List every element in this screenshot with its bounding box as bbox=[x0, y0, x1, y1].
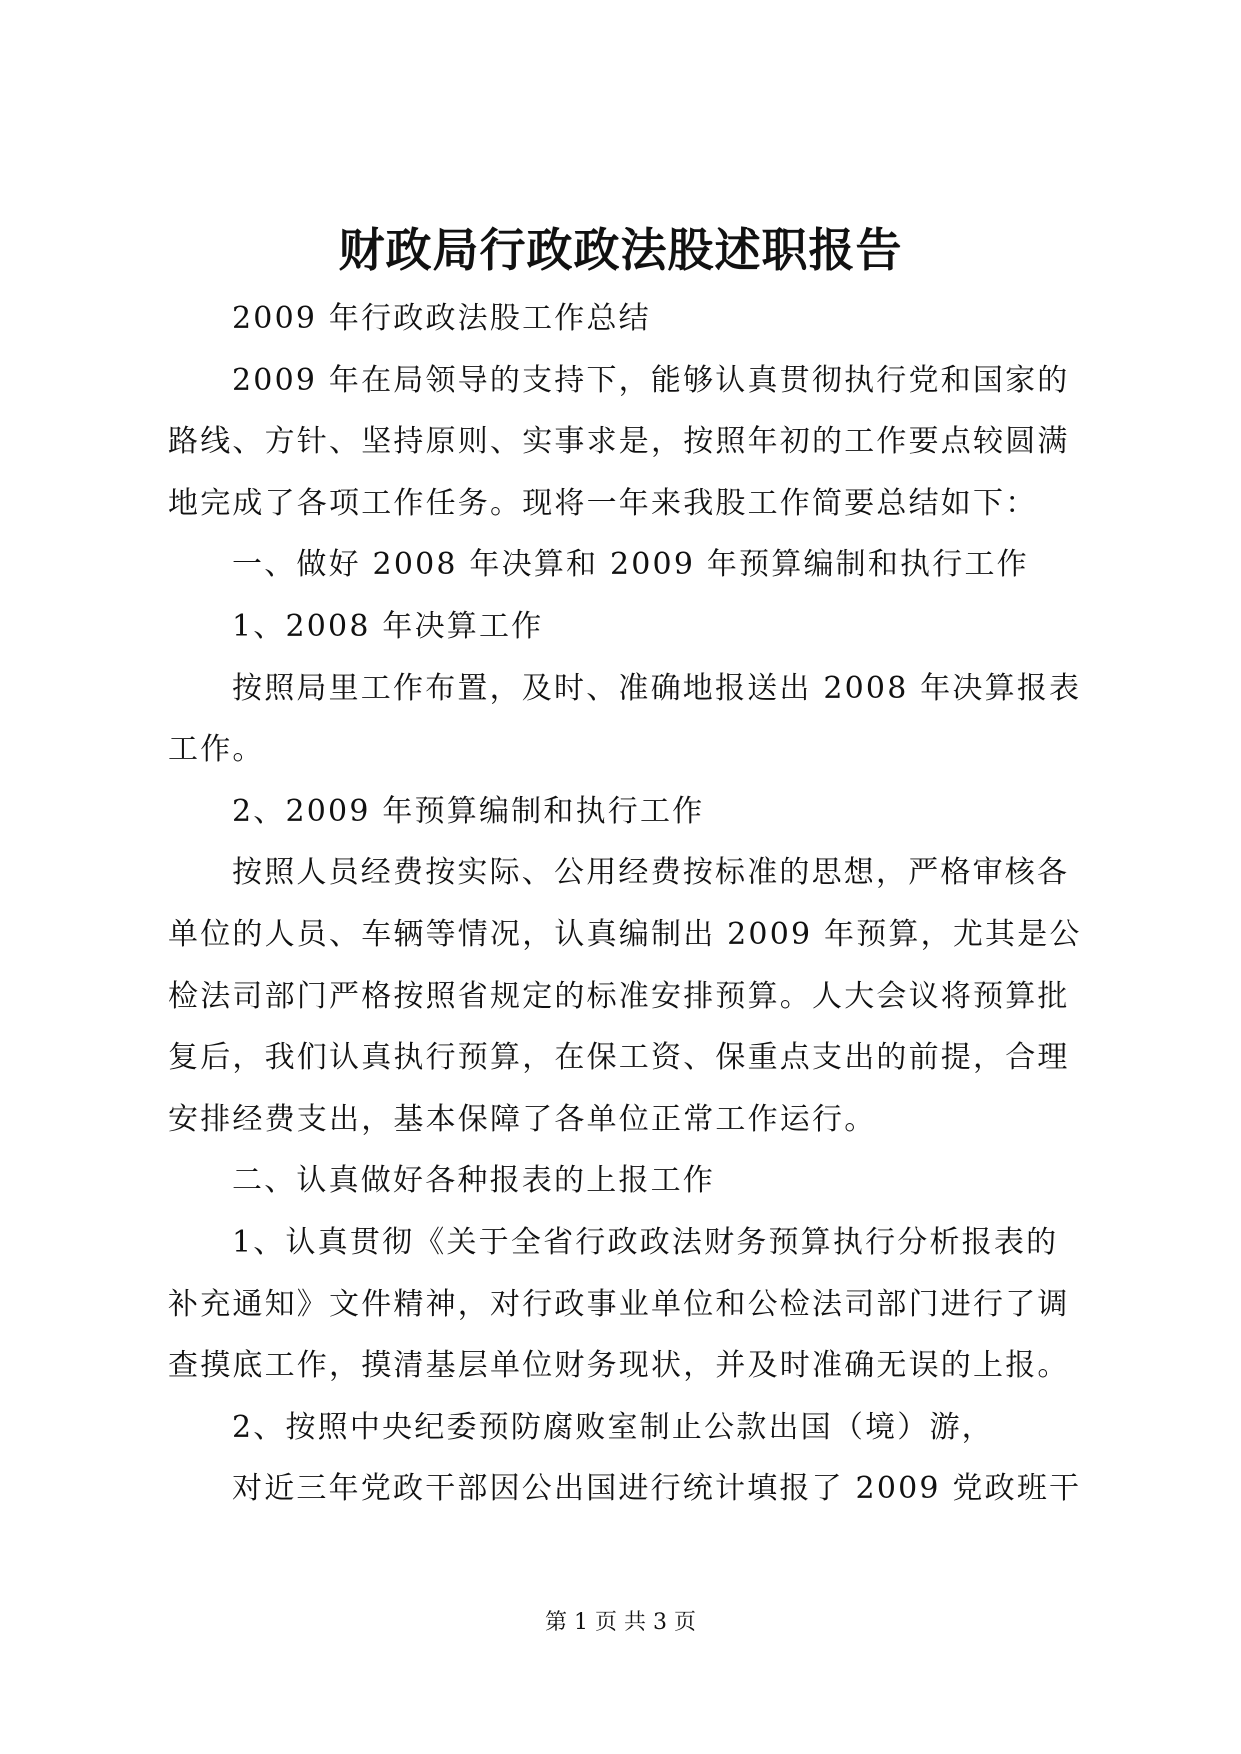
paragraph-line: 一、做好 2008 年决算和 2009 年预算编制和执行工作 bbox=[232, 547, 1029, 583]
paragraph-line: 检法司部门严格按照省规定的标准安排预算。人大会议将预算批 bbox=[168, 978, 1070, 1014]
paragraph-line: 地完成了各项工作任务。现将一年来我股工作简要总结如下： bbox=[168, 485, 1038, 521]
paragraph-line: 1、认真贯彻《关于全省行政政法财务预算执行分析报表的 bbox=[232, 1224, 1059, 1260]
paragraph-line: 单位的人员、车辆等情况，认真编制出 2009 年预算，尤其是公 bbox=[168, 916, 1082, 952]
document-body bbox=[168, 288, 1080, 1520]
paragraph-line: 复后，我们认真执行预算，在保工资、保重点支出的前提，合理 bbox=[168, 1040, 1070, 1076]
paragraph-line: 1、2008 年决算工作 bbox=[232, 608, 544, 644]
paragraph-line: 二、认真做好各种报表的上报工作 bbox=[232, 1163, 715, 1199]
paragraph-line: 工作。 bbox=[168, 732, 265, 768]
paragraph-line: 按照人员经费按实际、公用经费按标准的思想，严格审核各 bbox=[232, 855, 1070, 891]
paragraph-line: 2009 年在局领导的支持下，能够认真贯彻执行党和国家的 bbox=[232, 362, 1070, 398]
paragraph-line: 对近三年党政干部因公出国进行统计填报了 2009 党政班干 bbox=[232, 1471, 1082, 1507]
paragraph-line: 按照局里工作布置，及时、准确地报送出 2008 年决算报表 bbox=[232, 670, 1082, 706]
paragraph-line: 2、2009 年预算编制和执行工作 bbox=[232, 793, 705, 829]
paragraph-line: 安排经费支出，基本保障了各单位正常工作运行。 bbox=[168, 1101, 877, 1137]
paragraph-line: 查摸底工作，摸清基层单位财务现状，并及时准确无误的上报。 bbox=[168, 1348, 1070, 1384]
paragraph-line: 路线、方针、坚持原则、实事求是，按照年初的工作要点较圆满 bbox=[168, 424, 1070, 460]
document-title: 财政局行政政法股述职报告 bbox=[338, 223, 903, 277]
paragraph-line: 2、按照中央纪委预防腐败室制止公款出国（境）游， bbox=[232, 1409, 994, 1445]
paragraph-line: 补充通知》文件精神，对行政事业单位和公检法司部门进行了调 bbox=[168, 1286, 1070, 1322]
paragraph-line: 2009 年行政政法股工作总结 bbox=[232, 301, 651, 336]
page-footer: 第 1 页 共 3 页 bbox=[545, 1610, 696, 1635]
